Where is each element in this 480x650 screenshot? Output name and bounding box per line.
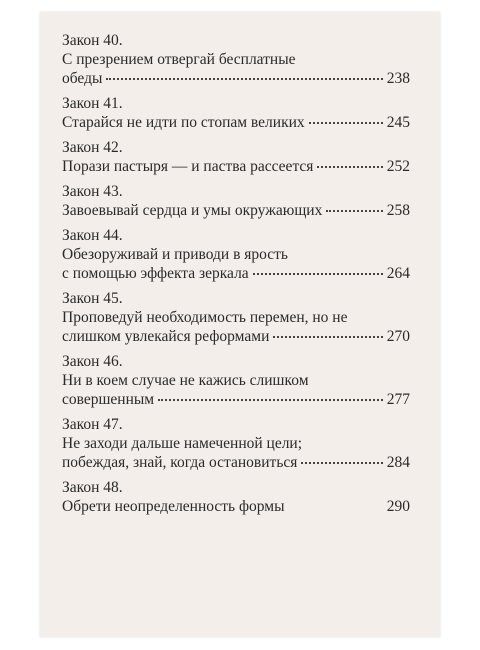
dot-leader	[326, 209, 382, 212]
page-number: 258	[386, 202, 410, 219]
law-title-line: совершенным	[62, 391, 155, 408]
toc-entry-law-42	[62, 138, 410, 176]
dot-leader	[289, 505, 383, 508]
page-number: 290	[386, 498, 410, 515]
dot-leader	[273, 335, 382, 338]
page-number: 264	[386, 265, 410, 282]
toc-entry-law-44	[62, 226, 410, 283]
law-title-line: Не заходи дальше намеченной цели;	[62, 435, 303, 452]
toc-line-with-page	[62, 390, 410, 409]
toc-entry-law-47	[62, 415, 410, 472]
dot-leader	[106, 77, 382, 80]
law-number: Закон 40.	[62, 32, 123, 49]
toc-line-with-page	[62, 327, 410, 346]
toc-line-with-page	[62, 497, 410, 516]
toc-line-with-page	[62, 157, 410, 176]
law-number: Закон 42.	[62, 139, 123, 156]
page-number: 252	[386, 158, 410, 175]
law-title-line: побеждая, знай, когда остановиться	[62, 454, 298, 471]
law-title-line: Обрети неопределенность формы	[62, 498, 285, 515]
toc-entry-law-46	[62, 352, 410, 409]
page-number: 284	[386, 454, 410, 471]
toc-line-with-page	[62, 264, 410, 283]
page-number: 238	[386, 70, 410, 87]
law-title-line: обеды	[62, 70, 103, 87]
law-number: Закон 41.	[62, 95, 123, 112]
dot-leader	[158, 398, 383, 401]
law-title-line: Завоевывай сердца и умы окружающих	[62, 202, 323, 219]
law-title-line: С презрением отвергай бесплатные	[62, 51, 296, 68]
law-title-line: Старайся не идти по стопам великих	[62, 114, 305, 131]
toc-entry-law-40	[62, 31, 410, 88]
law-title-line: слишком увлекайся реформами	[62, 328, 270, 345]
law-title-line: Проповедуй необходимость перемен, но не	[62, 309, 348, 326]
page-number: 270	[386, 328, 410, 345]
toc-line-with-page	[62, 453, 410, 472]
dot-leader	[317, 165, 382, 168]
toc-entry-law-45	[62, 289, 410, 346]
law-title-line: Обезоруживай и приводи в ярость	[62, 246, 288, 263]
toc-line-with-page	[62, 201, 410, 220]
page-number: 277	[386, 391, 410, 408]
page-number: 245	[386, 114, 410, 131]
dot-leader	[253, 272, 383, 275]
law-number: Закон 48.	[62, 479, 123, 496]
toc-line-with-page	[62, 69, 410, 88]
toc-entry-law-43	[62, 182, 410, 220]
dot-leader	[309, 121, 383, 124]
law-number: Закон 44.	[62, 227, 123, 244]
law-number: Закон 47.	[62, 416, 123, 433]
law-number: Закон 43.	[62, 183, 123, 200]
toc-line-with-page	[62, 113, 410, 132]
law-title-line: Ни в коем случае не кажись слишком	[62, 372, 309, 389]
law-title-line: с помощью эффекта зеркала	[62, 265, 249, 282]
dot-leader	[301, 461, 382, 464]
law-title-line: Порази пастыря — и паства рассеется	[62, 158, 314, 175]
law-number: Закон 46.	[62, 353, 123, 370]
table-of-contents	[62, 31, 410, 522]
toc-entry-law-41	[62, 94, 410, 132]
law-number: Закон 45.	[62, 290, 123, 307]
toc-entry-law-48	[62, 478, 410, 516]
